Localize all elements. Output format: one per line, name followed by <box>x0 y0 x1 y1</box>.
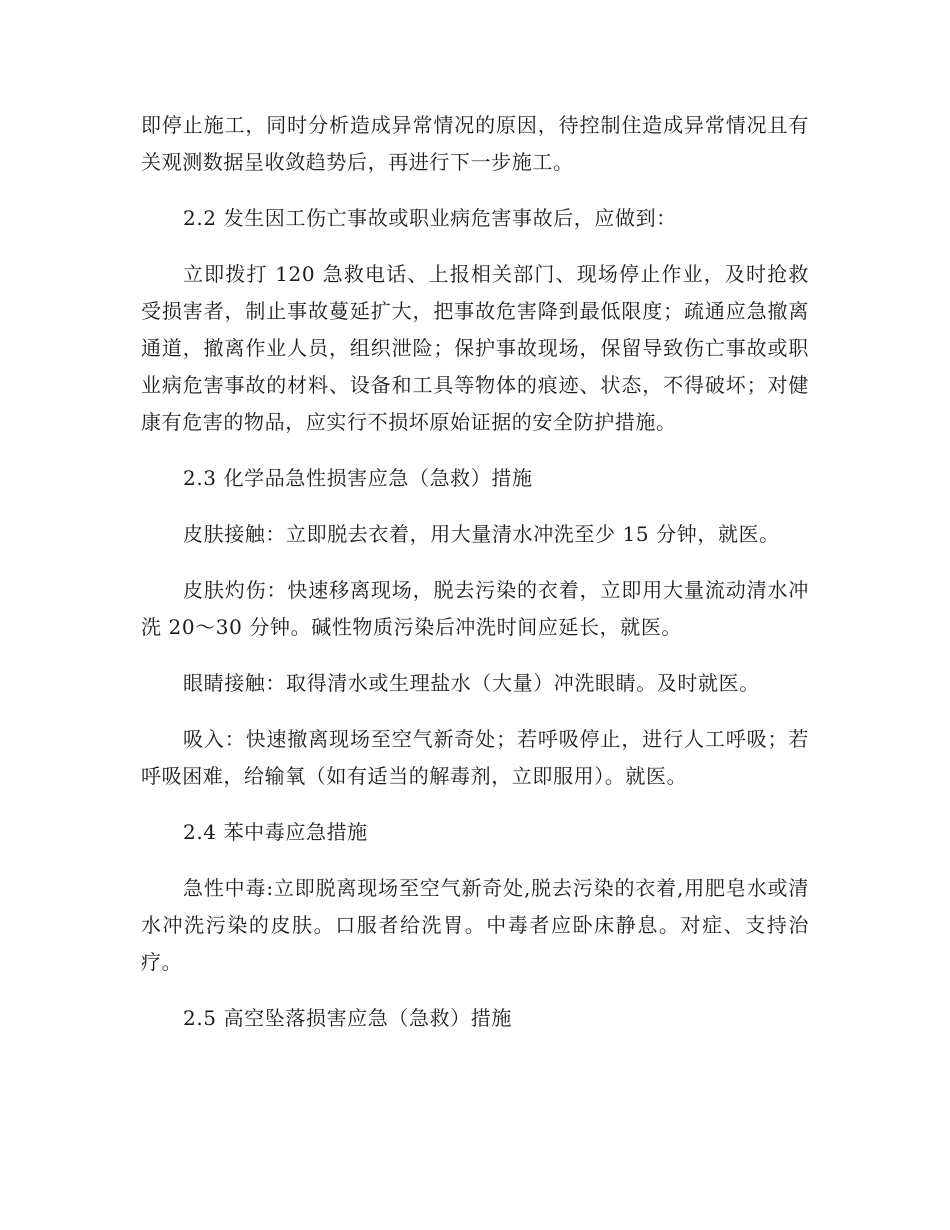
section-heading-2-4: 2.4 苯中毒应急措施 <box>183 820 368 844</box>
section-heading-2-3: 2.3 化学品急性损害应急（急救）措施 <box>183 466 533 490</box>
section-heading-2-2: 2.2 发生因工伤亡事故或职业病危害事故后，应做到： <box>183 206 677 230</box>
paragraph-skin-burn: 皮肤灼伤：快速移离现场，脱去污染的衣着，立即用大量流动清水冲洗 20～30 分钟。碱性物质污染后冲洗时间应延长，就医。 <box>141 578 809 639</box>
document-body <box>141 107 809 1056</box>
paragraph-eye-contact: 眼睛接触：取得清水或生理盐水（大量）冲洗眼睛。及时就医。 <box>183 671 760 695</box>
paragraph-emergency-response: 立即拨打 120 急救电话、上报相关部门、现场停止作业，及时抢救受损害者，制止事故蔓延扩大，把事故危害降到最低限度；疏通应急撤离通道，撤离作业人员，组织泄险；保护事故现场，保留导致伤亡事故或职业病危害事故的材料、设备和工具等物体的痕迹、状态，不得破坏；对健康有危害的物品，应实行不损坏原始证据的安全防护措施。 <box>141 262 809 434</box>
section-heading-2-5: 2.5 高空坠落损害应急（急救）措施 <box>183 1006 512 1030</box>
paragraph-continuation: 即停止施工，同时分析造成异常情况的原因，待控制住造成异常情况且有关观测数据呈收敛趋势后，再进行下一步施工。 <box>141 113 809 174</box>
paragraph-inhalation: 吸入：快速撤离现场至空气新奇处；若呼吸停止，进行人工呼吸；若呼吸困难，给输氧（如有适当的解毒剂，立即服用）。就医。 <box>141 727 809 788</box>
paragraph-acute-poisoning: 急性中毒:立即脱离现场至空气新奇处,脱去污染的衣着,用肥皂水或清水冲洗污染的皮肤。口服者给洗胃。中毒者应卧床静息。对症、支持治疗。 <box>141 876 809 974</box>
paragraph-skin-contact: 皮肤接触：立即脱去衣着，用大量清水冲洗至少 15 分钟，就医。 <box>183 522 780 546</box>
